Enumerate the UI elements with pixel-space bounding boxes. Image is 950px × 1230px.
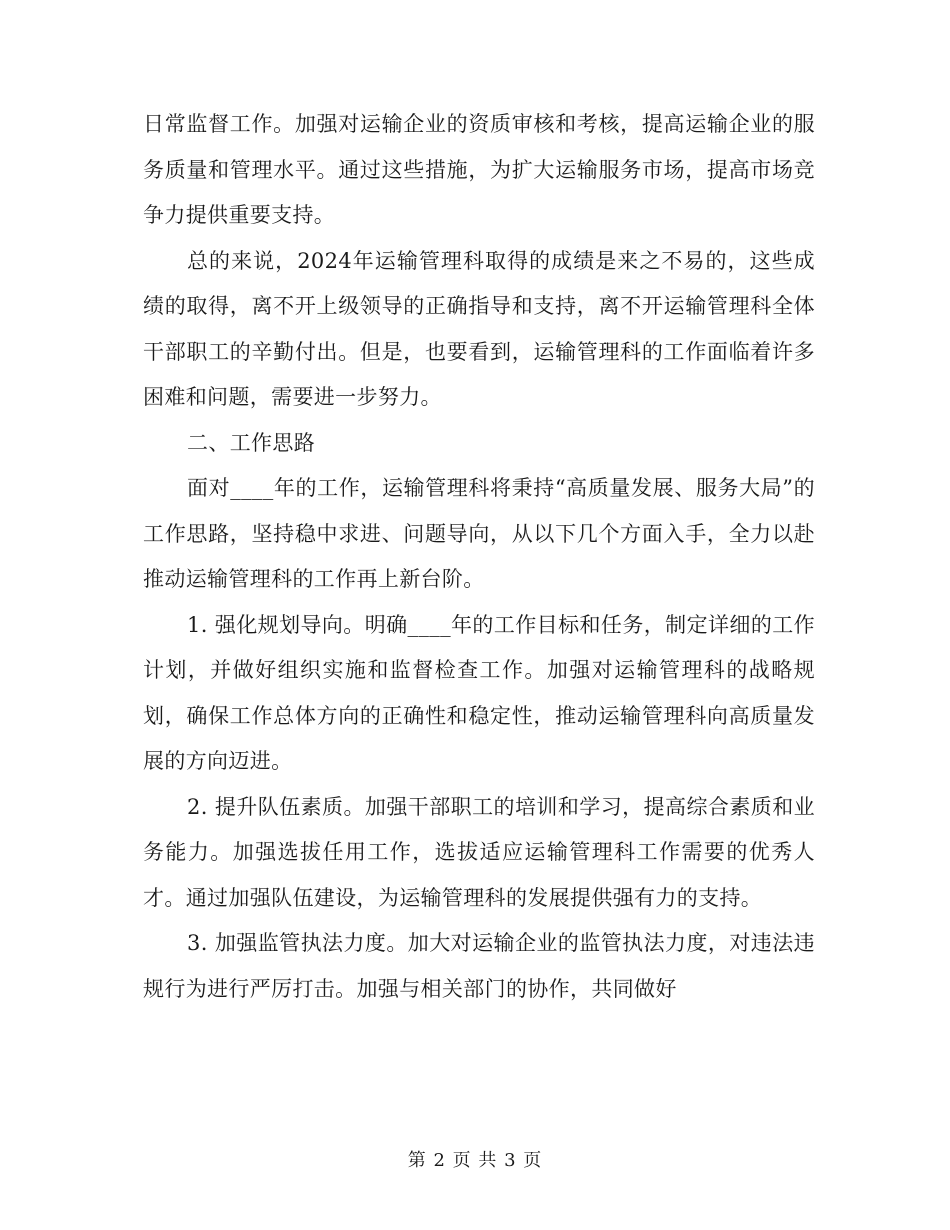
section-heading: 二、工作思路 bbox=[187, 430, 316, 455]
document-body bbox=[143, 102, 815, 1012]
paragraph-summary: 总的来说，2024年运输管理科取得的成绩是来之不易的，这些成绩的取得，离不开上级领导的正确指导和支持，离不开运输管理科全体干部职工的辛勤付出。但是，也要看到，运输管理科的工作面临着许多困难和问题，需要进一步努力。 bbox=[143, 248, 815, 409]
list-item-2: 2. 提升队伍素质。加强干部职工的培训和学习，提高综合素质和业务能力。加强选拔任用工作，选拔适应运输管理科工作需要的优秀人才。通过加强队伍建设，为运输管理科的发展提供强有力的支持。 bbox=[143, 794, 815, 910]
list-item-1: 1. 强化规划导向。明确____年的工作目标和任务，制定详细的工作计划，并做好组织实施和监督检查工作。加强对运输管理科的战略规划，确保工作总体方向的正确性和稳定性，推动运输管理科向高质量发展的方向迈进。 bbox=[143, 612, 815, 773]
page-footer: 第 2 页 共 3 页 bbox=[407, 1150, 543, 1171]
paragraph-work-approach: 面对____年的工作，运输管理科将秉持“高质量发展、服务大局”的工作思路，坚持稳中求进、问题导向，从以下几个方面入手，全力以赴推动运输管理科的工作再上新台阶。 bbox=[143, 476, 815, 591]
paragraph-continuation: 日常监督工作。加强对运输企业的资质审核和考核，提高运输企业的服务质量和管理水平。通过这些措施，为扩大运输服务市场，提高市场竞争力提供重要支持。 bbox=[143, 112, 815, 227]
list-item-3: 3. 加强监管执法力度。加大对运输企业的监管执法力度，对违法违规行为进行严厉打击。加强与相关部门的协作，共同做好 bbox=[143, 931, 815, 1001]
